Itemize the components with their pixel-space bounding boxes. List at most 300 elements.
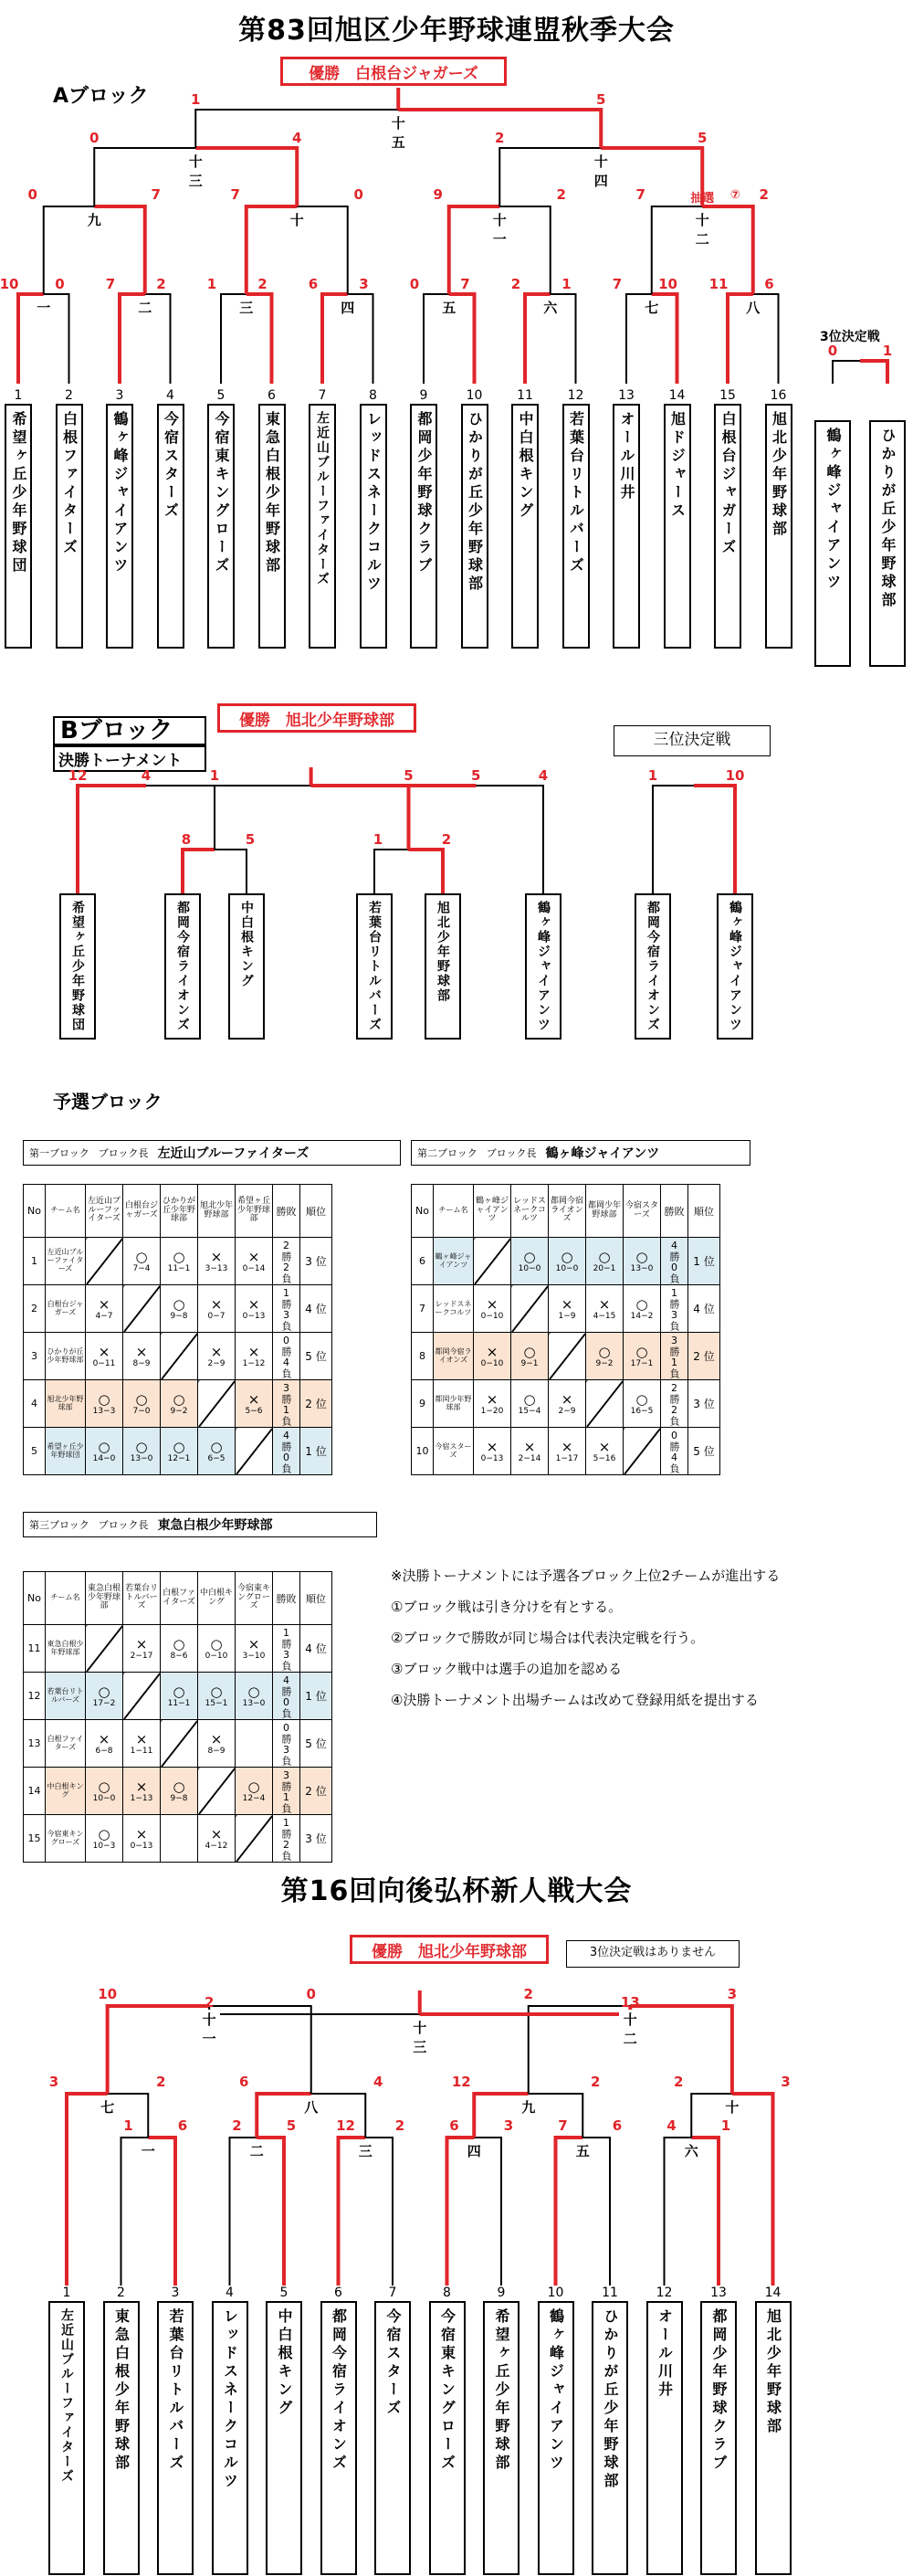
table-cell (198, 1673, 236, 1720)
score: 4 (141, 767, 152, 784)
table-cell (161, 1720, 198, 1768)
game-score: 4−7 (95, 1311, 113, 1321)
team-name: 東急白根少年野球部 (263, 411, 281, 575)
table-cell: 勝敗 (661, 1185, 688, 1238)
block1-header (23, 1140, 401, 1166)
tournament-a-champion: 優勝 白根台ジャガーズ (280, 57, 507, 86)
table-cell (236, 1720, 273, 1768)
game-score: 1−17 (555, 1453, 579, 1463)
table-cell: 左近山ブルーファイターズ (86, 1185, 123, 1238)
team-name: オール川井 (656, 2308, 674, 2400)
table-cell: 2 (24, 1285, 46, 1333)
table-cell (236, 1380, 273, 1428)
table-cell (474, 1428, 511, 1475)
table-cell: ひかりが丘少年野球部 (46, 1333, 86, 1380)
game-score: 0−14 (242, 1263, 266, 1273)
note-item: ④決勝トーナメント出場チームは改めて登録用紙を提出する (391, 1692, 759, 1708)
score: 5 (245, 831, 256, 848)
team-number: 14 (668, 388, 686, 403)
table-cell: 2 位 (300, 1380, 332, 1428)
score: 0 (55, 276, 65, 292)
game-score: 2−9 (558, 1406, 576, 1416)
table-cell: 1勝3負 (273, 1285, 300, 1333)
game-score: 1−9 (558, 1311, 576, 1321)
note-item: ※決勝トーナメントには予選各ブロック上位2チームが進出する (391, 1568, 781, 1584)
game-score: 12−4 (242, 1793, 266, 1803)
result-mark: × (561, 1438, 573, 1455)
result-mark: ○ (173, 1295, 185, 1313)
block-b-label: Bブロック (53, 716, 206, 745)
winner-path (78, 786, 146, 893)
team-box (266, 2301, 302, 2575)
table-cell: 1勝3負 (661, 1285, 688, 1333)
game-score: 6−8 (95, 1746, 113, 1756)
team-number: 7 (388, 2286, 397, 2300)
game-score: 15−1 (205, 1698, 228, 1708)
team-name: 旭北少年野球部 (436, 901, 450, 1003)
team-box (664, 404, 691, 649)
score: 10 (0, 276, 19, 292)
round-label: 七 (641, 298, 663, 317)
prelim-label: 予選ブロック (53, 1091, 163, 1113)
table-cell (624, 1333, 661, 1380)
score: 11 (708, 276, 729, 292)
score: 7 (558, 2117, 568, 2134)
result-mark: ○ (247, 1683, 260, 1700)
team-box (717, 893, 753, 1040)
score: 7 (230, 186, 240, 203)
team-box (164, 893, 201, 1040)
table-cell: 今宿スターズ (624, 1185, 661, 1238)
result-mark: ○ (173, 1390, 185, 1408)
table-cell (624, 1428, 661, 1475)
score: 4 (666, 2117, 677, 2134)
table-cell (198, 1428, 236, 1475)
team-box (592, 2301, 628, 2575)
block3-table (23, 1571, 332, 1863)
round-label: 五 (572, 2141, 593, 2160)
score: 2 (156, 276, 166, 292)
result-mark: ○ (98, 1683, 110, 1700)
score: 7 (105, 276, 116, 292)
table-cell (86, 1720, 123, 1768)
round-label: 十一 (488, 210, 510, 248)
result-mark: ○ (210, 1683, 223, 1700)
table-cell: 勝敗 (273, 1185, 300, 1238)
result-mark: ○ (247, 1778, 260, 1795)
block1-leader: 左近山ブルーファイターズ (157, 1146, 310, 1161)
score: 6 (308, 276, 319, 292)
table-cell (549, 1285, 586, 1333)
winner-path (732, 2094, 773, 2286)
result-mark: × (98, 1295, 110, 1313)
team-number: 12 (656, 2286, 673, 2300)
result-mark: ○ (635, 1295, 648, 1313)
table-cell (161, 1333, 198, 1380)
score: 5 (404, 767, 414, 784)
table-cell (586, 1238, 624, 1285)
block3-header (23, 1512, 377, 1537)
team-name: ひかりが丘少年野球部 (466, 411, 484, 594)
team-number: 5 (216, 388, 226, 403)
team-box (258, 404, 286, 649)
team-number: 4 (226, 2286, 234, 2300)
table-cell: 都岡今宿ライオンズ (549, 1185, 586, 1238)
result-mark: × (247, 1343, 260, 1360)
game-score: 11−1 (167, 1698, 191, 1708)
table-cell: 5 位 (300, 1333, 332, 1380)
game-score: 0−11 (92, 1358, 116, 1368)
block2-table (411, 1184, 720, 1475)
team-box (613, 404, 640, 649)
game-score: 0−10 (205, 1651, 228, 1661)
table-cell: チーム名 (46, 1185, 86, 1238)
team-box (320, 2301, 357, 2575)
table-cell (549, 1380, 586, 1428)
table-cell: 1 位 (300, 1428, 332, 1475)
table-cell: 東急白根少年野球部 (86, 1572, 123, 1625)
team-name: 鶴ヶ峰ジャイアンツ (824, 428, 842, 592)
score: 4 (373, 2074, 383, 2090)
third-place-label: 3位決定戦 (820, 330, 880, 344)
round-label: 六 (680, 2141, 702, 2160)
team-name: 左近山ブルーファイターズ (59, 2308, 74, 2484)
team-name: 鶴ヶ峰ジャイアンツ (536, 901, 551, 1032)
score: 9 (433, 186, 443, 203)
table-cell: No (24, 1185, 46, 1238)
score: 0 (27, 186, 37, 203)
team-name: 今宿東キングローズ (438, 2308, 456, 2473)
round-label: 九 (518, 2097, 540, 2117)
table-cell (586, 1428, 624, 1475)
winner-path (183, 850, 215, 893)
table-cell: 4 (24, 1380, 46, 1428)
table-row (412, 1285, 720, 1333)
team-name: 若葉台リトルバーズ (367, 901, 382, 1032)
table-cell: 順位 (300, 1185, 332, 1238)
table-cell (198, 1333, 236, 1380)
block-b-champion: 優勝 旭北少年野球部 (217, 703, 416, 733)
result-mark: ○ (98, 1778, 110, 1795)
team-name: 今宿スターズ (384, 2308, 402, 2418)
table-cell (586, 1380, 624, 1428)
score: 7 (151, 186, 161, 203)
table-cell (86, 1428, 123, 1475)
table-cell (161, 1285, 198, 1333)
round-label: 七 (97, 2097, 119, 2117)
score: 6 (612, 2117, 623, 2134)
team-name: 希望ヶ丘少年野球団 (70, 901, 85, 1032)
result-mark: × (135, 1343, 148, 1360)
team-box (207, 404, 235, 649)
table-cell: 6 (412, 1238, 434, 1285)
team-box (212, 2301, 248, 2575)
table-cell: 鶴ヶ峰ジャイアンツ (474, 1185, 511, 1238)
team-number: 10 (547, 2286, 564, 2300)
table-cell (236, 1625, 273, 1673)
game-score: 0−13 (480, 1453, 504, 1463)
team-box (755, 2301, 792, 2575)
winner-path (409, 850, 444, 893)
result-mark: × (598, 1438, 611, 1455)
game-score: 10−0 (555, 1263, 579, 1273)
score: 4 (292, 130, 302, 146)
team-name: 旭北少年野球部 (770, 411, 788, 539)
score: 2 (759, 186, 769, 203)
round-label: 十三 (409, 2018, 431, 2056)
team-name: オール川井 (618, 411, 635, 502)
table-row (24, 1768, 332, 1815)
round-label: 六 (540, 298, 561, 317)
team-name: 白根台ジャガーズ (719, 411, 737, 557)
table-cell: 7 (412, 1285, 434, 1333)
table-cell (86, 1285, 123, 1333)
team-box (356, 893, 393, 1040)
score: 3 (503, 2117, 514, 2134)
table-row (412, 1380, 720, 1428)
table-cell (474, 1285, 511, 1333)
result-mark: ○ (523, 1343, 536, 1360)
block2-header (411, 1140, 750, 1166)
score: 6 (177, 2117, 188, 2134)
team-box (374, 2301, 411, 2575)
round-label: 三 (354, 2141, 376, 2160)
table-row (24, 1285, 332, 1333)
team-number: 12 (567, 388, 584, 403)
result-mark: × (210, 1295, 223, 1313)
team-name: ひかりが丘少年野球部 (602, 2308, 619, 2491)
table-cell: 3勝1負 (661, 1333, 688, 1380)
table-row (24, 1720, 332, 1768)
team-name: 都岡今宿ライオンズ (175, 901, 190, 1032)
team-name: 都岡少年野球クラブ (415, 411, 433, 575)
score: 0 (89, 130, 100, 146)
block1-table (23, 1184, 332, 1475)
team-box (48, 2301, 85, 2575)
team-box (228, 893, 265, 1040)
result-mark: ○ (635, 1248, 648, 1265)
table-cell: 今宿東キングローズ (236, 1572, 273, 1625)
score: 0 (409, 276, 420, 292)
team-name: 旭北少年野球部 (764, 2308, 782, 2436)
table-cell: 15 (24, 1815, 46, 1863)
table-cell (161, 1238, 198, 1285)
score: 12 (336, 2117, 355, 2134)
result-mark: ○ (598, 1343, 611, 1360)
rules-notes (391, 1562, 780, 1714)
score: 5 (471, 767, 481, 784)
team-number: 2 (117, 2286, 125, 2300)
table-cell: 順位 (688, 1185, 720, 1238)
game-score: 0−10 (480, 1311, 504, 1321)
round-label: 四 (337, 298, 359, 317)
table-cell: ひかりが丘少年野球部 (161, 1185, 198, 1238)
table-row (24, 1428, 332, 1475)
bracket-line (833, 361, 887, 384)
table-cell (236, 1428, 273, 1475)
team-number: 1 (14, 388, 23, 403)
table-cell (161, 1768, 198, 1815)
table-cell: 4勝0負 (273, 1673, 300, 1720)
team-box (5, 404, 32, 649)
game-score: 8−6 (170, 1651, 188, 1661)
team-box (56, 404, 83, 649)
result-mark: ○ (173, 1438, 185, 1455)
table-row (24, 1815, 332, 1863)
team-box (646, 2301, 683, 2575)
team-name: 若葉台リトルバーズ (567, 411, 585, 575)
score: 1 (191, 91, 201, 108)
table-cell: 順位 (300, 1572, 332, 1625)
team-box (59, 893, 96, 1040)
round-label: 十 (286, 210, 308, 229)
game-score: 9−8 (170, 1311, 188, 1321)
score: 12 (68, 767, 88, 784)
team-number: 5 (279, 2286, 289, 2300)
bracket-line (653, 786, 735, 893)
team-name: 左近山ブルーファイターズ (315, 411, 330, 586)
table-cell: 都岡今宿ライオンズ (434, 1333, 474, 1380)
table-cell (549, 1238, 586, 1285)
table-cell: 鶴ヶ峰ジャイアンツ (434, 1238, 474, 1285)
table-cell: 4 位 (300, 1625, 332, 1673)
table-cell: レッドスネークコルツ (434, 1285, 474, 1333)
table-cell: 2勝2負 (273, 1238, 300, 1285)
table-cell: 勝敗 (273, 1572, 300, 1625)
score: 0 (353, 186, 363, 203)
table-cell (86, 1238, 123, 1285)
table-cell (236, 1333, 273, 1380)
game-score: 4−12 (205, 1841, 228, 1851)
block-a-label: Aブロック (53, 85, 149, 108)
result-mark: × (561, 1295, 573, 1313)
winner-path (67, 2094, 108, 2286)
table-cell (236, 1768, 273, 1815)
team-name: 鶴ヶ峰ジャイアンツ (547, 2308, 565, 2473)
table-cell: 13 (24, 1720, 46, 1768)
table-cell (236, 1285, 273, 1333)
score: 3 (727, 1986, 738, 2002)
table-cell (511, 1428, 549, 1475)
table-cell: 白根台ジャガーズ (123, 1185, 161, 1238)
result-mark: × (486, 1343, 498, 1360)
result-mark: ○ (173, 1248, 185, 1265)
team-box (410, 404, 437, 649)
table-cell: 1 位 (300, 1673, 332, 1720)
team-name: ひかりが丘少年野球部 (879, 428, 897, 610)
score: 2 (556, 186, 566, 203)
table-cell (198, 1720, 236, 1768)
game-score: 9−2 (595, 1358, 614, 1368)
result-mark: ○ (635, 1343, 648, 1360)
result-mark: × (210, 1730, 223, 1747)
team-number: 11 (517, 388, 533, 403)
round-label: 二 (246, 2141, 268, 2160)
table-cell: 今宿東キングローズ (46, 1815, 86, 1863)
team-number: 4 (166, 388, 174, 403)
table-cell (161, 1673, 198, 1720)
team-number: 6 (334, 2286, 342, 2300)
table-cell (511, 1238, 549, 1285)
score: 5 (698, 130, 708, 146)
team-number: 10 (466, 388, 483, 403)
result-mark: × (98, 1343, 110, 1360)
game-score: 17−2 (92, 1698, 116, 1708)
score: 3 (359, 276, 369, 292)
block3-leader: 東急白根少年野球部 (157, 1518, 273, 1533)
result-mark: × (561, 1390, 573, 1408)
score: 1 (123, 2117, 133, 2134)
team-number: 3 (115, 388, 124, 403)
game-score: 0−13 (242, 1311, 266, 1321)
result-mark: ○ (135, 1248, 148, 1265)
table-cell: 若葉台リトルバーズ (46, 1673, 86, 1720)
team-name: 白根ファイターズ (60, 411, 79, 557)
game-score: 13−0 (630, 1263, 654, 1273)
team-name: レッドスネークコルツ (221, 2308, 239, 2491)
table-cell (236, 1673, 273, 1720)
table-cell: 東急白根少年野球部 (46, 1625, 86, 1673)
table-cell (161, 1815, 198, 1863)
table-cell (123, 1285, 161, 1333)
table-cell: No (24, 1572, 46, 1625)
table-cell (511, 1333, 549, 1380)
table-cell (511, 1380, 549, 1428)
table-cell (161, 1625, 198, 1673)
table-cell: 左近山ブルーファイターズ (46, 1238, 86, 1285)
lottery-number: ⑦ (729, 188, 740, 202)
score: 1 (209, 767, 220, 784)
team-box (360, 404, 387, 649)
team-name: 若葉台リトルバーズ (167, 2308, 184, 2473)
result-mark: ○ (135, 1438, 148, 1455)
table-cell (624, 1380, 661, 1428)
table-cell: 10 (412, 1428, 434, 1475)
round-label: 八 (742, 298, 764, 317)
team-box (461, 404, 488, 649)
team-name: 都岡今宿ライオンズ (330, 2308, 348, 2473)
table-cell: 今宿スターズ (434, 1428, 474, 1475)
game-score: 9−1 (520, 1358, 539, 1368)
result-mark: ○ (635, 1390, 648, 1408)
round-label: 三 (236, 298, 257, 317)
game-score: 9−2 (170, 1406, 188, 1416)
result-mark: × (523, 1438, 536, 1455)
team-name: 今宿東キングローズ (213, 411, 230, 575)
score: 2 (591, 2074, 601, 2090)
team-box (157, 2301, 194, 2575)
round-label: 十二 (619, 2010, 641, 2048)
table-cell (161, 1380, 198, 1428)
team-number: 14 (764, 2286, 782, 2300)
game-score: 2−9 (207, 1358, 226, 1368)
table-cell (86, 1380, 123, 1428)
table-cell: 1 位 (688, 1238, 720, 1285)
table-cell (586, 1285, 624, 1333)
table-cell (198, 1768, 236, 1815)
result-mark: × (247, 1390, 260, 1408)
game-score: 0−13 (130, 1841, 153, 1851)
game-score: 10−0 (518, 1263, 541, 1273)
table-cell: 11 (24, 1625, 46, 1673)
score: 2 (523, 1986, 533, 2002)
table-row (412, 1333, 720, 1380)
score: 5 (286, 2117, 297, 2134)
team-box (562, 404, 590, 649)
score: 2 (156, 2074, 166, 2090)
table-cell: 1勝3負 (273, 1625, 300, 1673)
result-mark: ○ (135, 1390, 148, 1408)
